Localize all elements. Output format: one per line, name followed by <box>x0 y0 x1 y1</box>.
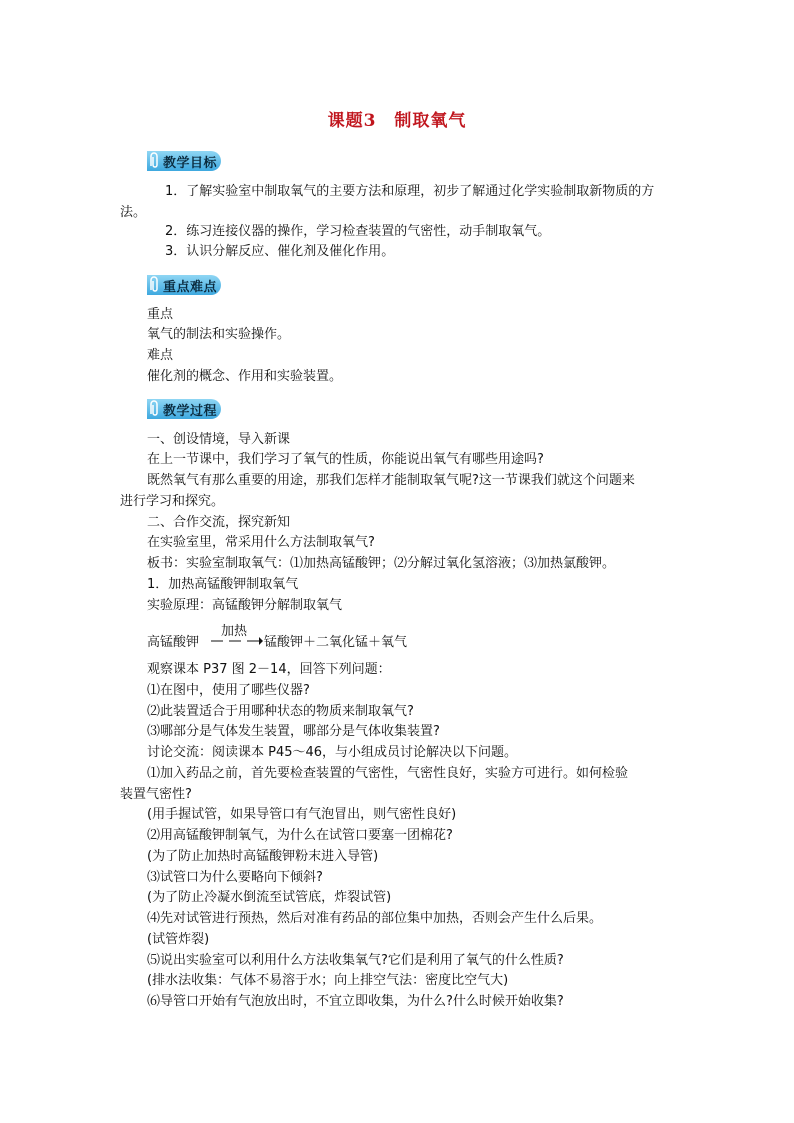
process-line: 观察课本 P37 图 2－14，回答下列问题： <box>147 662 391 677</box>
process-line: (为了防止冷凝水倒流至试管底，炸裂试管) <box>147 890 392 905</box>
reaction-arrow-icon <box>209 630 263 650</box>
paperclip-icon <box>147 152 161 170</box>
section-tag-keypoints <box>147 275 221 295</box>
section-tag-label: 重点难点 <box>163 279 218 295</box>
process-line: ⑵此装置适合于用哪种状态的物质来制取氧气? <box>147 704 414 719</box>
equation-products: 锰酸钾＋二氧化锰＋氧气 <box>264 635 408 650</box>
goal-line: 1．了解实验室中制取氧气的主要方法和原理，初步了解通过化学实验制取新物质的方 <box>165 184 655 199</box>
process-line: 在上一节课中，我们学习了氧气的性质，你能说出氧气有哪些用途吗? <box>147 452 544 467</box>
process-line: 板书：实验室制取氧气：⑴加热高锰酸钾；⑵分解过氧化氢溶液；⑶加热氯酸钾。 <box>147 556 616 571</box>
process-line: ⑹导管口开始有气泡放出时，不宜立即收集，为什么?什么时候开始收集? <box>147 994 564 1009</box>
process-line: (用手握试管，如果导管口有气泡冒出，则气密性良好) <box>147 807 457 822</box>
goal-line: 3．认识分解反应、催化剂及催化作用。 <box>165 244 395 259</box>
process-line: ⑴在图中，使用了哪些仪器? <box>147 683 310 698</box>
section-tag-label: 教学目标 <box>163 155 218 171</box>
page-title: 课题3 制取氧气 <box>327 111 467 131</box>
process-line: ⑵用高锰酸钾制氧气，为什么在试管口要塞一团棉花? <box>147 828 453 843</box>
process-line: ⑷先对试管进行预热，然后对准有药品的部位集中加热，否则会产生什么后果。 <box>147 911 603 926</box>
equation-reactant: 高锰酸钾 <box>147 635 200 650</box>
process-line: 讨论交流：阅读课本 P45～46，与小组成员讨论解决以下问题。 <box>147 745 518 760</box>
goal-line: 2．练习连接仪器的操作，学习检查装置的气密性，动手制取氧气。 <box>165 224 551 239</box>
process-line: 一、创设情境，导入新课 <box>147 432 291 447</box>
process-line: 二、合作交流，探究新知 <box>147 515 291 530</box>
process-line: 在实验室里，常采用什么方法制取氧气? <box>147 535 375 550</box>
process-line: ⑸说出实验室可以利用什么方法收集氧气?它们是利用了氧气的什么性质? <box>147 953 564 968</box>
goal-line: 法。 <box>120 205 147 220</box>
process-line: 1．加热高锰酸钾制取氧气 <box>147 577 299 592</box>
process-line: 既然氧气有那么重要的用途，那我们怎样才能制取氧气呢?这一节课我们就这个问题来 <box>147 473 635 488</box>
equation-condition: 加热 <box>221 624 248 639</box>
process-line: ⑶试管口为什么要略向下倾斜? <box>147 870 323 885</box>
process-line: (为了防止加热时高锰酸钾粉末进入导管) <box>147 849 379 864</box>
process-line: ⑴加入药品之前，首先要检查装置的气密性，气密性良好，实验方可进行。如何检验 <box>147 766 629 781</box>
keypoint-line: 催化剂的概念、作用和实验装置。 <box>147 369 343 384</box>
section-tag-process <box>147 399 221 419</box>
section-tag-label: 教学过程 <box>163 403 218 419</box>
process-line: 实验原理：高锰酸钾分解制取氧气 <box>147 598 343 613</box>
process-line: ⑶哪部分是气体发生装置，哪部分是气体收集装置? <box>147 724 440 739</box>
process-line: 进行学习和探究。 <box>120 494 225 509</box>
section-tag-goals <box>147 151 221 171</box>
keypoint-line: 重点 <box>147 307 174 322</box>
process-line: (排水法收集：气体不易溶于水；向上排空气法：密度比空气大) <box>147 973 509 988</box>
paperclip-icon <box>147 276 161 294</box>
process-line: 装置气密性? <box>120 787 192 802</box>
keypoint-line: 氧气的制法和实验操作。 <box>147 327 291 342</box>
word-equation <box>147 624 447 652</box>
keypoint-line: 难点 <box>147 348 174 363</box>
paperclip-icon <box>147 400 161 418</box>
process-line: (试管炸裂) <box>147 932 210 947</box>
